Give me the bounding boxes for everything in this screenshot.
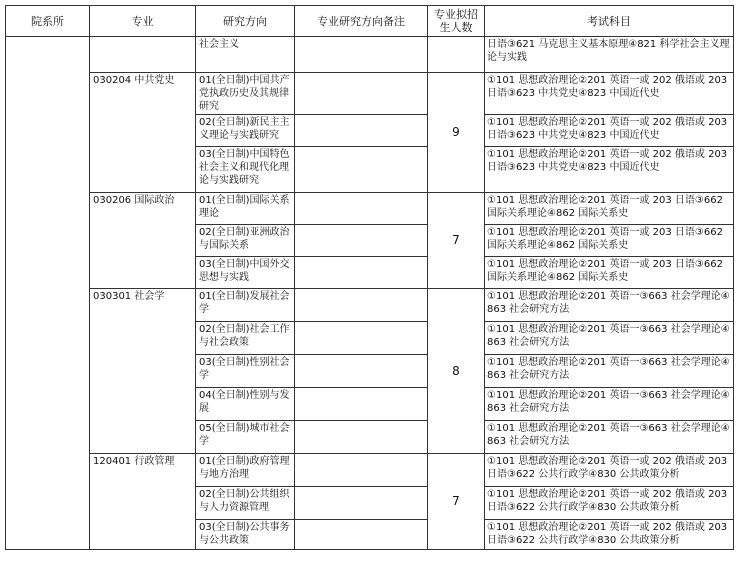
remark-cell — [295, 322, 428, 355]
exam-cell: ①101 思想政治理论②201 英语一③663 社会学理论④863 社会研究方法 — [485, 322, 734, 355]
header-quota: 专业拟招生人数 — [428, 6, 485, 37]
exam-cell: ①101 思想政治理论②201 英语一③663 社会学理论④863 社会研究方法 — [485, 421, 734, 454]
remark-cell — [295, 257, 428, 289]
quota-cell — [428, 37, 485, 73]
remark-cell — [295, 73, 428, 115]
major-cell — [90, 37, 196, 73]
major-cell: 030206 国际政治 — [90, 193, 196, 289]
exam-cell: ①101 思想政治理论②201 英语一或 202 俄语或 203 日语③622 公共行政学④830 公共政策分析 — [485, 520, 734, 550]
exam-cell: ①101 思想政治理论②201 英语一或 202 俄语或 203 日语③622 公共行政学④830 公共政策分析 — [485, 454, 734, 487]
direction-cell: 01(全日制)发展社会学 — [196, 289, 295, 322]
remark-cell — [295, 388, 428, 421]
remark-cell — [295, 147, 428, 193]
header-row — [6, 6, 734, 37]
quota-cell: 9 — [428, 73, 485, 193]
remark-cell — [295, 520, 428, 550]
exam-cell: ①101 思想政治理论②201 英语一或 203 日语③662 国际关系理论④862 国际关系史 — [485, 225, 734, 257]
header-exam: 考试科目 — [485, 6, 734, 37]
exam-cell: ①101 思想政治理论②201 英语一或 203 日语③662 国际关系理论④862 国际关系史 — [485, 257, 734, 289]
exam-cell: ①101 思想政治理论②201 英语一或 202 俄语或 203 日语③623 中共党史④823 中国近代史 — [485, 147, 734, 193]
exam-cell: ①101 思想政治理论②201 英语一③663 社会学理论④863 社会研究方法 — [485, 355, 734, 388]
remark-cell — [295, 454, 428, 487]
header-major: 专业 — [90, 6, 196, 37]
header-remark: 专业研究方向备注 — [295, 6, 428, 37]
direction-cell: 02(全日制)社会工作与社会政策 — [196, 322, 295, 355]
major-cell: 120401 行政管理 — [90, 454, 196, 550]
admissions-table — [5, 5, 734, 550]
exam-cell: ①101 思想政治理论②201 英语一或 202 俄语或 203 日语③623 中共党史④823 中国近代史 — [485, 73, 734, 115]
direction-cell: 03(全日制)性别社会学 — [196, 355, 295, 388]
table-row — [6, 289, 734, 322]
direction-cell: 社会主义 — [196, 37, 295, 73]
direction-cell: 05(全日制)城市社会学 — [196, 421, 295, 454]
table-row — [6, 73, 734, 115]
major-cell: 030204 中共党史 — [90, 73, 196, 193]
direction-cell: 01(全日制)政府管理与地方治理 — [196, 454, 295, 487]
document-page — [5, 5, 734, 550]
quota-cell: 7 — [428, 454, 485, 550]
direction-cell: 03(全日制)中国特色社会主义和现代化理论与实践研究 — [196, 147, 295, 193]
table-row — [6, 37, 734, 73]
remark-cell — [295, 225, 428, 257]
exam-cell: ①101 思想政治理论②201 英语一或 202 俄语或 203 日语③623 中共党史④823 中国近代史 — [485, 115, 734, 147]
header-direction: 研究方向 — [196, 6, 295, 37]
exam-cell: 日语③621 马克思主义基本原理④821 科学社会主义理论与实践 — [485, 37, 734, 73]
remark-cell — [295, 115, 428, 147]
exam-cell: ①101 思想政治理论②201 英语一或 203 日语③662 国际关系理论④862 国际关系史 — [485, 193, 734, 225]
exam-cell: ①101 思想政治理论②201 英语一③663 社会学理论④863 社会研究方法 — [485, 289, 734, 322]
table-row — [6, 454, 734, 487]
major-cell: 030301 社会学 — [90, 289, 196, 454]
remark-cell — [295, 355, 428, 388]
dept-cell — [6, 37, 90, 550]
direction-cell: 03(全日制)公共事务与公共政策 — [196, 520, 295, 550]
remark-cell — [295, 193, 428, 225]
direction-cell: 01(全日制)中国共产党执政历史及其规律研究 — [196, 73, 295, 115]
direction-cell: 02(全日制)公共组织与人力资源管理 — [196, 487, 295, 520]
header-dept: 院系所 — [6, 6, 90, 37]
direction-cell: 01(全日制)国际关系理论 — [196, 193, 295, 225]
direction-cell: 03(全日制)中国外交思想与实践 — [196, 257, 295, 289]
direction-cell: 02(全日制)亚洲政治与国际关系 — [196, 225, 295, 257]
exam-cell: ①101 思想政治理论②201 英语一③663 社会学理论④863 社会研究方法 — [485, 388, 734, 421]
exam-cell: ①101 思想政治理论②201 英语一或 202 俄语或 203 日语③622 公共行政学④830 公共政策分析 — [485, 487, 734, 520]
quota-cell: 7 — [428, 193, 485, 289]
remark-cell — [295, 289, 428, 322]
direction-cell: 02(全日制)新民主主义理论与实践研究 — [196, 115, 295, 147]
remark-cell — [295, 37, 428, 73]
direction-cell: 04(全日制)性别与发展 — [196, 388, 295, 421]
remark-cell — [295, 421, 428, 454]
remark-cell — [295, 487, 428, 520]
table-row — [6, 193, 734, 225]
quota-cell: 8 — [428, 289, 485, 454]
